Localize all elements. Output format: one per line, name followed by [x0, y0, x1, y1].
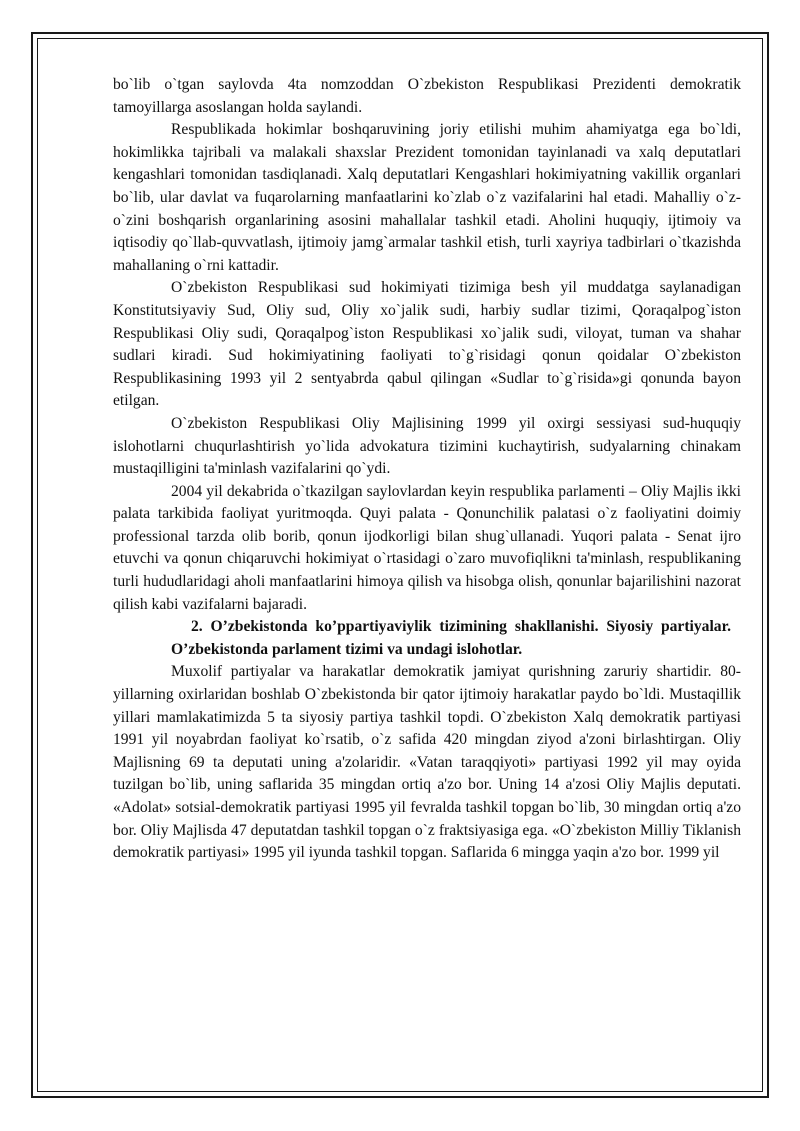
section-heading: 2. O’zbekistonda ko’ppartiyaviylik tizimining shakllanishi. Siyosiy partiyalar. O’zbekistonda parlament tizimi va undagi islohotlar.: [171, 618, 731, 658]
document-body: [113, 74, 741, 865]
paragraph-sud-hokimiyati: O`zbekiston Respublikasi sud hokimiyati tizimiga besh yil muddatga saylanadigan Konstitutsiyaviy Sud, Oliy sud, Oliy xo`jalik sudi, harbiy sudlar tizimi, Qoraqalpog`iston Respublikasi Oliy sudi, Qoraqalpog`iston Respublikasi xo`jalik sudi, viloyat, tuman va shahar sudlari kiradi. Sud hokimiyatining faoliyati to`g`risidagi qonun qoidalar O`zbekiston Respublikasining 1993 yil 2 sentyabrda qabul qilingan «Sudlar to`g`risida»gi qonunda bayon etilgan.: [113, 279, 741, 410]
paragraph-muxolif-partiyalar: Muxolif partiyalar va harakatlar demokratik jamiyat qurishning zaruriy shartidir. 80-yillarning oxirlaridan boshlab O`zbekistonda bir qator ijtimoiy harakatlar paydo bo`ldi. Mustaqillik yillari mamlakatimizda 5 ta siyosiy partiya tashkil topdi. O`zbekiston Xalq demokratik partiyasi 1991 yil noyabrdan faoliyat ko`rsatib, o`z safida 420 mingdan ziyod a'zoni birlashtirgan. Oliy Majlisning 69 ta deputati uning a'zolaridir. «Vatan taraqqiyoti» partiyasi 1992 yil may oyida tuzilgan bo`lib, uning saflarida 35 mingdan ortiq a'zo bor. Uning 14 a'zosi Oliy Majlis deputati. «Adolat» sotsial-demokratik partiyasi 1995 yil fevralda tashkil topgan bo`lib, 30 mingdan ortiq a'zo bor. Oliy Majlisda 47 deputatdan tashkil topgan o`z fraktsiyasiga ega. «O`zbekiston Milliy Tiklanish demokratik partiyasi» 1995 yil iyunda tashkil topgan. Saflarida 6 mingga yaqin a'zo bor. 1999 yil: [113, 663, 741, 862]
paragraph-oliy-majlis-sessiyasi: O`zbekiston Respublikasi Oliy Majlisining 1999 yil oxirgi sessiyasi sud-huquqiy islohotlarni chuqurlashtirish yo`lida advokatura tizimini kuchaytirish, sudyalarning chinakam mustaqilligini ta'minlash vazifalarini qo`ydi.: [113, 414, 741, 478]
paragraph-parlament: 2004 yil dekabrida o`tkazilgan saylovlardan keyin respublika parlamenti – Oliy Majlis ikki palata tarkibida faoliyat yuritmoqda. Quyi palata - Qonunchilik palatasi o`z faoliyatini doimiy professional tarzda olib borib, qonun ijodkorligi bilan shug`ullanadi. Yuqori palata - Senat ijro etuvchi va qonun chiqaruvchi hokimiyat o`rtasidagi o`zaro muvofiqlikni ta'minlash, respublikaning turli hududlaridagi aholi manfaatlarini himoya qilish va hisobga olish, qonunlar bajarilishini nazorat qilish kabi vazifalarni bajaradi.: [113, 482, 741, 613]
paragraph-continuation: bo`lib o`tgan saylovda 4ta nomzoddan O`zbekiston Respublikasi Prezidenti demokratik tamoyillarga asoslangan holda saylandi.: [113, 76, 741, 116]
paragraph-hokimlar: Respublikada hokimlar boshqaruvining joriy etilishi muhim ahamiyatga ega bo`ldi, hokimlikka tajribali va malakali shaxslar Prezident tomonidan tayinlanadi va xalq deputatlari kengashlari tomonidan tasdiqlanadi. Xalq deputatlari Kengashlari hokimiyatning vakillik organlari bo`lib, ular davlat va fuqarolarning manfaatlarini ko`zlab o`z vazifalarini hal etadi. Mahalliy o`z-o`zini boshqarish organlarining asosini mahallalar tashkil etadi. Aholini huquqiy, ijtimoiy va iqtisodiy qo`llab-quvvatlash, ijtimoiy jamg`armalar tashkil etish, turli xayriya tadbirlari o`tkazishda mahallaning o`rni kattadir.: [113, 121, 741, 274]
